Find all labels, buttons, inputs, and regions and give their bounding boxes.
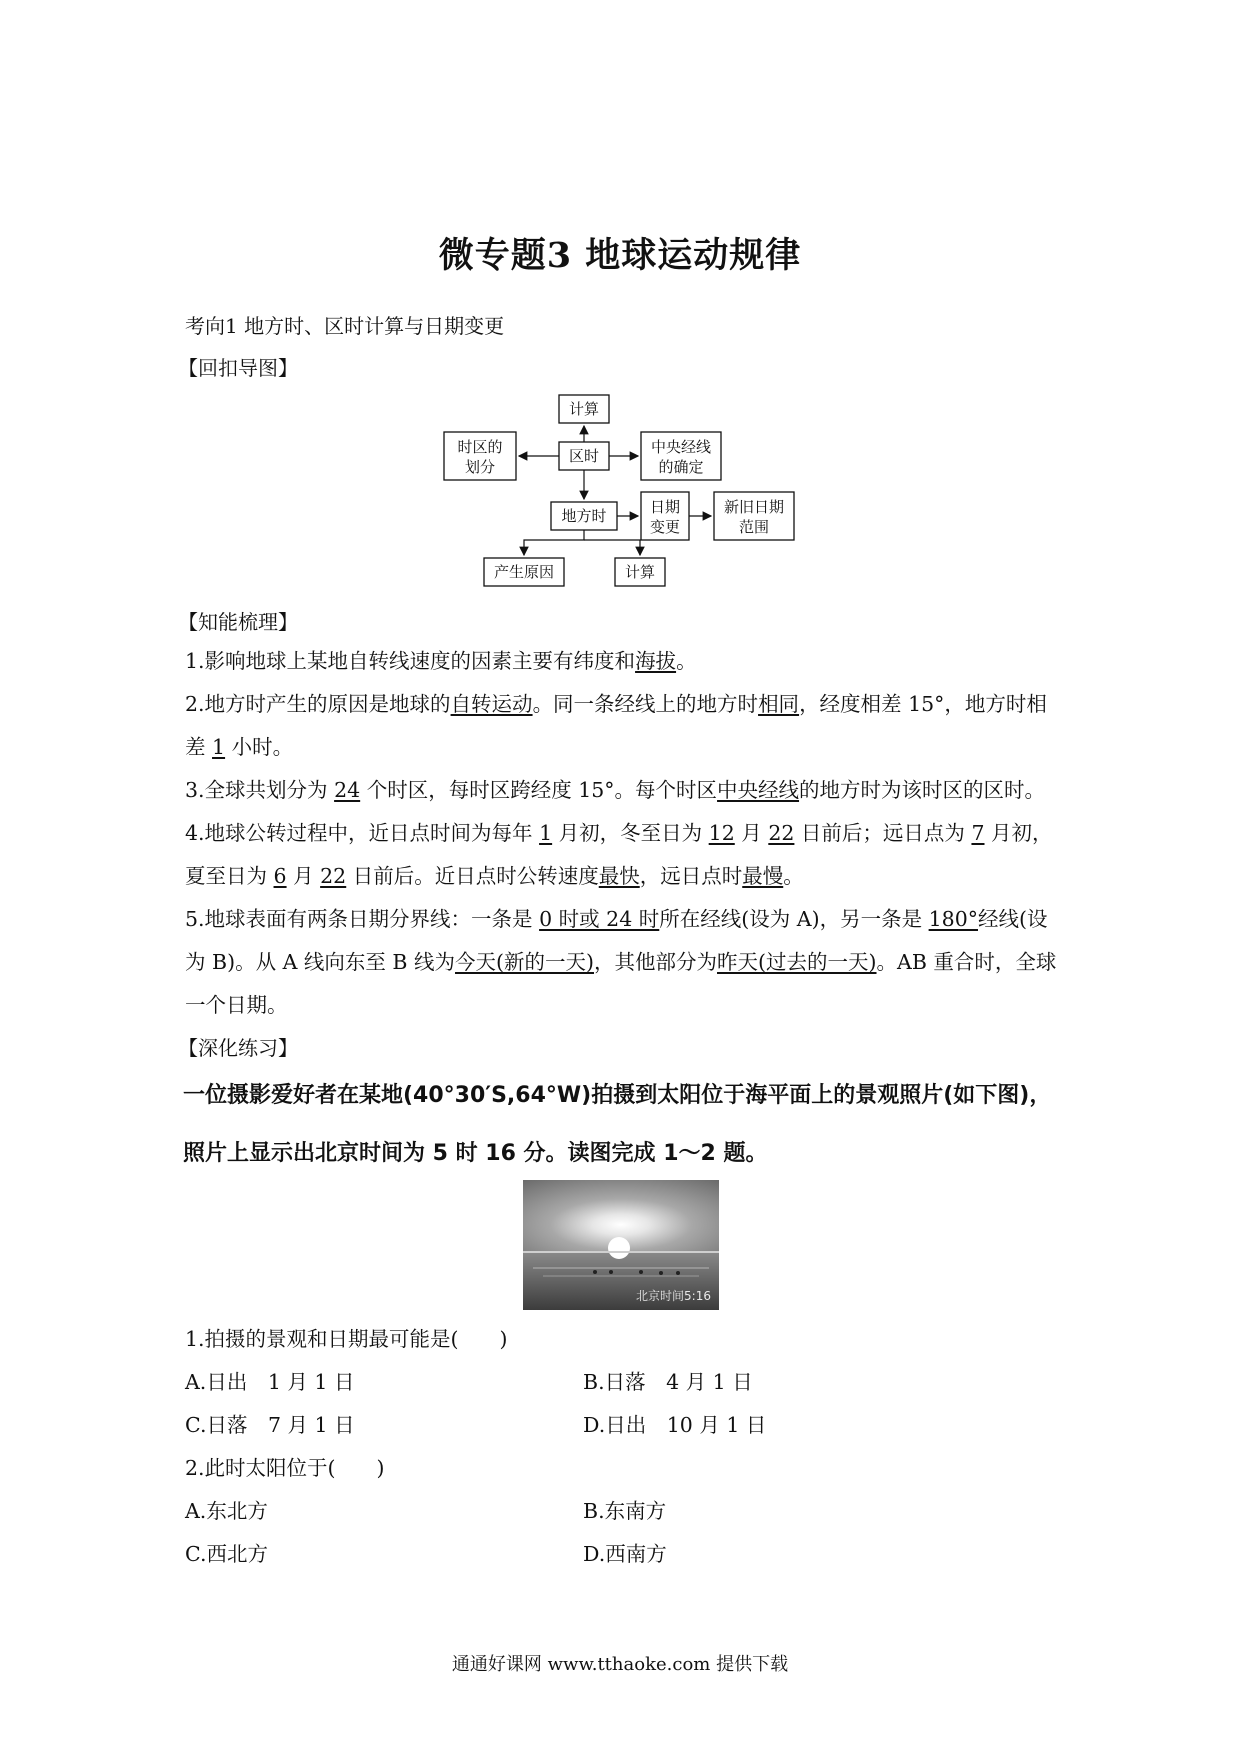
text: 月 xyxy=(734,821,769,845)
answer: 最慢 xyxy=(742,864,784,888)
answer: 24 xyxy=(334,778,361,802)
question-2-option-d: D.西南方 xyxy=(583,1542,667,1566)
answer: 12 xyxy=(708,821,735,845)
sun-icon xyxy=(608,1237,630,1259)
question-1-option-c: C.日落 7 月 1 日 xyxy=(185,1413,355,1437)
text: 5.地球表面有两条日期分界线：一条是 xyxy=(185,907,540,931)
answer: 相同 xyxy=(758,692,800,716)
sunset-photo xyxy=(523,1180,719,1310)
text: 月初，夏至日为 xyxy=(185,821,1053,888)
text: 小时。 xyxy=(225,735,294,759)
answer: 中央经线 xyxy=(717,778,800,802)
text: 4.地球公转过程中，近日点时间为每年 xyxy=(185,821,540,845)
question-1-option-a: A.日出 1 月 1 日 xyxy=(185,1370,355,1394)
answer: 1 xyxy=(212,735,226,759)
label-central-meridian-1: 中央经线 xyxy=(650,438,712,456)
arrow-to-bottom-calc xyxy=(584,540,640,555)
answer: 7 xyxy=(971,821,985,845)
question-1-stem: 1.拍摄的景观和日期最可能是( ) xyxy=(185,1327,508,1351)
section-heading: 考向1 地方时、区时计算与日期变更 xyxy=(185,314,505,338)
page-footer: 通通好课网 www.tthaoke.com 提供下载 xyxy=(451,1654,789,1675)
answer: 22 xyxy=(768,821,795,845)
answer: 昨天(过去的一天) xyxy=(717,950,877,974)
text: 个时区，每时区跨经度 15°。每个时区 xyxy=(360,778,718,802)
text: 1.影响地球上某地自转线速度的因素主要有纬度和 xyxy=(185,649,636,673)
label-zone-division-1: 时区的 xyxy=(457,438,503,456)
label-zone-time: 区时 xyxy=(568,447,600,465)
text: 月初，冬至日为 xyxy=(552,821,709,845)
answer: 最快 xyxy=(598,864,640,888)
label-date-change-1: 日期 xyxy=(649,498,681,516)
tag-practice: 【深化练习】 xyxy=(178,1036,298,1060)
answer: 22 xyxy=(320,864,347,888)
question-2-stem: 2.此时太阳位于( ) xyxy=(185,1456,385,1480)
label-bottom-calc: 计算 xyxy=(624,563,656,581)
knowledge-item-1 xyxy=(185,640,1065,683)
knowledge-item-3 xyxy=(185,769,1065,812)
question-1-option-b: B.日落 4 月 1 日 xyxy=(583,1370,753,1394)
knowledge-item-5 xyxy=(185,898,1065,1027)
text: 日前后；远日点为 xyxy=(794,821,972,845)
answer: 0 时或 24 时 xyxy=(539,907,660,931)
tag-knowledge: 【知能梳理】 xyxy=(178,610,298,634)
text: ，远日点时 xyxy=(639,864,743,888)
photo-caption: 北京时间5:16 xyxy=(636,1289,711,1303)
answer: 180° xyxy=(928,907,978,931)
answer: 1 xyxy=(539,821,553,845)
answer: 今天(新的一天) xyxy=(455,950,595,974)
text: ，其他部分为 xyxy=(594,950,718,974)
label-date-change-2: 变更 xyxy=(649,518,681,536)
answer: 6 xyxy=(273,864,287,888)
label-top-calc: 计算 xyxy=(568,400,600,418)
text: 的地方时为该时区的区时。 xyxy=(799,778,1046,802)
text: 。 xyxy=(783,864,804,888)
label-local-time: 地方时 xyxy=(561,507,607,525)
question-lead: 一位摄影爱好者在某地(40°30′S,64°W)拍摄到太阳位于海平面上的景观照片(如下图)，照片上显示出北京时间为 5 时 16 分。读图完成 1～2 题。 xyxy=(183,1083,1052,1166)
knowledge-item-2 xyxy=(185,683,1065,769)
text: ，经度相差 15°，地方时相差 xyxy=(185,692,1047,759)
page-title: 微专题3 地球运动规律 xyxy=(438,235,802,276)
text: 月 xyxy=(286,864,321,888)
label-cause: 产生原因 xyxy=(493,563,555,581)
answer: 海拔 xyxy=(635,649,677,673)
label-date-range-1: 新旧日期 xyxy=(723,498,785,516)
arrow-to-cause xyxy=(524,530,584,555)
text: 所在经线(设为 A)，另一条是 xyxy=(659,907,929,931)
text: 日前后。近日点时公转速度 xyxy=(346,864,599,888)
text: 。AB 重合时，全球一个日期。 xyxy=(185,950,1057,1017)
question-2-option-c: C.西北方 xyxy=(185,1542,268,1566)
text: 2.地方时产生的原因是地球的 xyxy=(185,692,451,716)
answer: 自转运动 xyxy=(450,692,533,716)
label-central-meridian-2: 的确定 xyxy=(658,458,704,476)
text: 3.全球共划分为 xyxy=(185,778,335,802)
label-zone-division-2: 划分 xyxy=(464,458,496,476)
question-2-option-b: B.东南方 xyxy=(583,1499,667,1523)
question-1-option-d: D.日出 10 月 1 日 xyxy=(583,1413,767,1437)
text: 。 xyxy=(676,649,697,673)
label-date-range-2: 范围 xyxy=(738,518,770,536)
knowledge-item-4 xyxy=(185,812,1065,898)
text: 。同一条经线上的地方时 xyxy=(532,692,759,716)
text: 经线(设为 B)。从 A 线向东至 B 线为 xyxy=(185,907,1048,974)
question-2-option-a: A.东北方 xyxy=(185,1499,268,1523)
tag-diagram: 【回扣导图】 xyxy=(178,356,298,380)
flowchart xyxy=(420,390,820,590)
